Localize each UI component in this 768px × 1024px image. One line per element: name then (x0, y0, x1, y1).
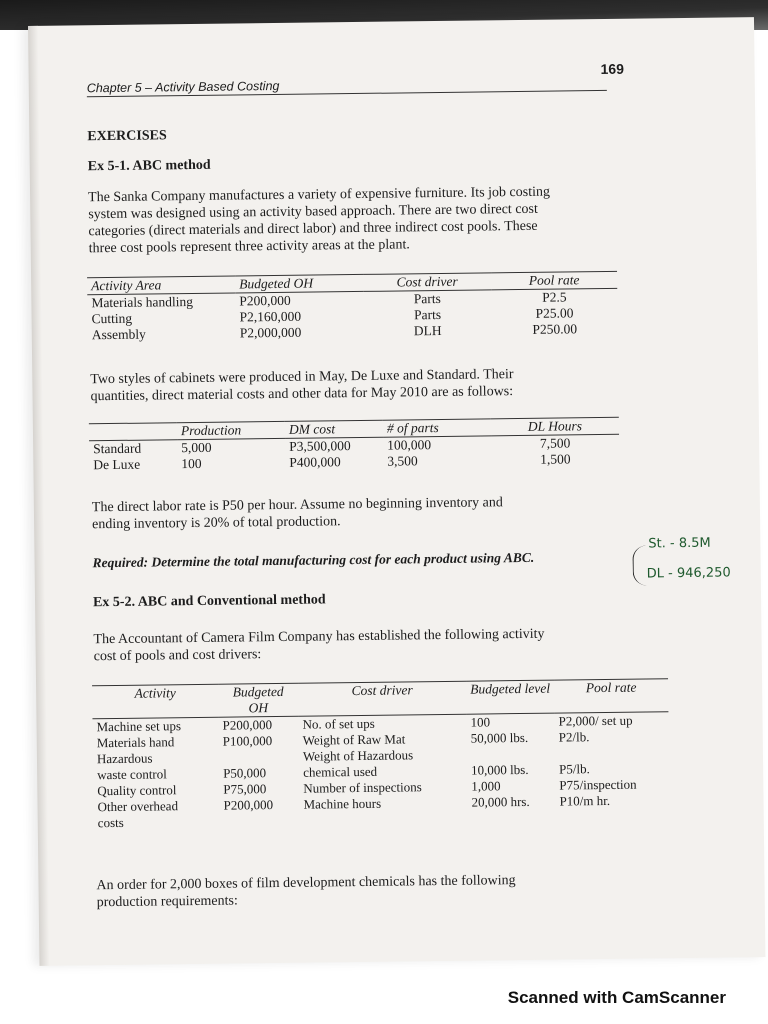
ex2-intro-line: The Accountant of Camera Film Company has established the following activity (93, 626, 545, 648)
table-cell (555, 744, 669, 761)
table-cell: P2,160,000 (239, 308, 302, 325)
ex2-activity-table (92, 678, 670, 831)
table-cell: costs (97, 814, 124, 831)
table-cell: 1,000 (471, 778, 501, 794)
table-cell: 50,000 lbs. (470, 729, 529, 746)
ex1-intro-line: categories (direct materials and direct labor) and three indirect cost pools. These (88, 218, 538, 240)
table-header: DL Hours (527, 418, 583, 434)
table-cell: P3,500,000 (289, 438, 351, 454)
table-cell: Assembly (91, 326, 146, 343)
table-cell: 100 (470, 714, 491, 730)
table-cell: P2/lb. (558, 729, 590, 745)
table-header: Budgeted OH (232, 683, 284, 716)
ex2-closing (96, 870, 686, 911)
table-cell: Materials handling (91, 294, 194, 311)
table-cell: 100,000 (387, 437, 432, 453)
ex1-para3 (92, 492, 672, 533)
ex2-heading: Ex 5-2. ABC and Conventional method (92, 592, 326, 611)
table-header: Budgeted level (470, 680, 551, 697)
table-cell: Machine hours (303, 795, 382, 812)
ex1-intro-line: three cost pools represent three activity areas at the plant. (88, 237, 410, 257)
table-cell: No. of set ups (302, 715, 375, 732)
table-cell: Weight of Raw Mat (302, 731, 406, 748)
table-cell: 5,000 (181, 439, 212, 456)
table-cell: P25.00 (535, 305, 574, 321)
ex1-para2-line: Two styles of cabinets were produced in May, De Luxe and Standard. Their (90, 367, 514, 388)
ex2-intro (93, 624, 673, 665)
table-header: Production (180, 422, 242, 439)
table-cell: P50,000 (223, 765, 267, 781)
table-cell: P200,000 (222, 717, 273, 733)
table-header: Budgeted OH (239, 275, 314, 292)
ex2-closing-line: An order for 2,000 boxes of film development chemicals has the following (96, 873, 516, 894)
ex2-closing-line: production requirements: (96, 893, 238, 911)
handwritten-note: St. - 8.5M (648, 535, 711, 552)
handwritten-note: DL - 946,250 (646, 565, 731, 582)
table-cell: P2.5 (542, 289, 567, 305)
table-header: Pool rate (585, 679, 637, 696)
page-number: 169 (600, 60, 625, 78)
table-header: DM cost (288, 421, 336, 437)
table-cell: Other overhead (97, 798, 179, 815)
table-header: # of parts (386, 420, 439, 436)
table-cell (300, 811, 468, 829)
ex1-intro-line: The Sanka Company manufactures a variety of expensive furniture. Its job costing (88, 184, 551, 206)
chapter-title: Chapter 5 – Activity Based Costing (87, 75, 607, 97)
table-header: Activity (134, 685, 176, 701)
table-cell: Machine set ups (96, 718, 182, 735)
table-cell: 20,000 hrs. (471, 793, 530, 810)
handwritten-brace (632, 545, 647, 585)
table-cell: P10/m hr. (559, 792, 611, 809)
table-cell: Number of inspections (303, 779, 422, 796)
table-cell: DLH (413, 322, 442, 339)
table-cell: P2,000,000 (239, 324, 302, 341)
table-cell: Parts (413, 290, 441, 307)
table-cell: P2,000/ set up (558, 712, 633, 729)
ex1-required: Required: Determine the total manufacturing cost for each product using ABC. (92, 549, 535, 571)
ex1-activity-table (87, 271, 618, 343)
table-header: Pool rate (528, 272, 580, 288)
ex1-intro-line: system was designed using an activity based approach. There are two direct cost (88, 201, 538, 223)
table-cell: 100 (181, 455, 202, 472)
page-binding-edge (28, 26, 49, 966)
table-cell: P75,000 (223, 781, 267, 797)
table-cell: De Luxe (93, 456, 141, 473)
table-header: Activity Area (91, 277, 162, 294)
ex1-product-table (89, 417, 620, 473)
table-cell: 3,500 (387, 453, 418, 469)
ex2-intro-line: cost of pools and cost drivers: (93, 647, 262, 665)
table-cell: Weight of Hazardous (302, 747, 414, 764)
table-header: Cost driver (396, 273, 458, 290)
book-page (28, 17, 765, 966)
table-cell: Quality control (97, 782, 177, 799)
table-cell: Hazardous (96, 750, 153, 767)
table-cell: Standard (93, 440, 142, 457)
table-cell: Materials hand (96, 734, 175, 751)
table-header (89, 423, 177, 441)
ex1-intro (88, 182, 669, 257)
table-cell: P5/lb. (559, 761, 590, 777)
table-cell: Parts (413, 306, 442, 323)
table-cell: P75/inspection (559, 776, 637, 793)
watermark-text: Scanned with CamScanner (507, 988, 726, 1007)
table-cell: chemical used (303, 763, 378, 780)
table-cell: 1,500 (540, 451, 571, 467)
scanner-watermark (0, 988, 768, 1008)
table-cell (220, 813, 300, 830)
table-cell: P100,000 (222, 733, 273, 749)
table-cell: waste control (97, 766, 167, 783)
ex1-para2-line: quantities, direct material costs and other data for May 2010 are as follows: (90, 384, 514, 405)
ex1-para2 (90, 364, 670, 405)
table-cell (467, 746, 555, 763)
table-cell: 10,000 lbs. (471, 761, 529, 778)
table-cell: P200,000 (223, 797, 274, 813)
table-cell: P250.00 (532, 321, 578, 337)
table-cell (556, 808, 670, 825)
table-header: Cost driver (351, 682, 413, 699)
table-cell (468, 810, 556, 827)
table-cell: 7,500 (539, 435, 571, 451)
ex1-heading: Ex 5-1. ABC method (87, 157, 211, 175)
table-cell: P200,000 (239, 292, 291, 309)
ex1-para3-line: The direct labor rate is P50 per hour. Assume no beginning inventory and (91, 495, 503, 516)
table-cell: P400,000 (289, 454, 341, 470)
section-heading: EXERCISES (87, 128, 167, 145)
ex1-para3-line: ending inventory is 20% of total production. (92, 514, 341, 533)
table-cell: Cutting (91, 310, 133, 327)
table-cell (219, 749, 299, 766)
